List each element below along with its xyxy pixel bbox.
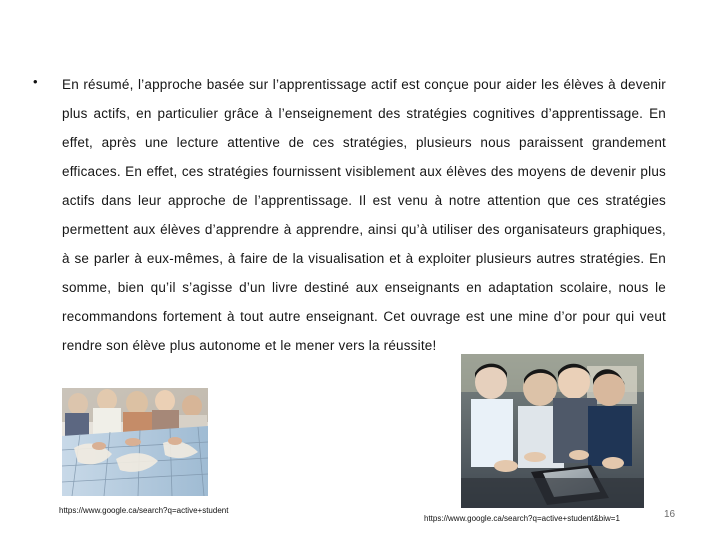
left-image-caption: https://www.google.ca/search?q=active+student [59, 506, 229, 515]
students-map-photo [62, 388, 208, 496]
page-number: 16 [664, 509, 676, 520]
bullet-marker: • [33, 74, 38, 89]
summary-paragraph: En résumé, l’approche basée sur l’apprentissage actif est conçue pour aider les élèves à devenir plus actifs, en particulier grâce à l’enseignement des stratégies cognitives d’apprentissage. En effet, après une lecture attentive de ces stratégies, plusieurs nous paraissent grandement efficaces. En effet, ces stratégies fournissent visiblement aux élèves des moyens de devenir plus actifs dans leur approche de l’apprentissage. Il est venu à notre attention que ces stratégies permettent aux élèves d’apprendre à apprendre, ainsi qu’à utiliser des organisateurs graphiques, à se parler à eux-mêmes, à faire de la visualisation et à exploiter plusieurs autres stratégies. En somme, bien qu’il s’agisse d’un livre destiné aux enseignants en adaptation scolaire, nous le recommandons fortement à tout autre enseignant. Cet ouvrage est une mine d’or pour qui veut rendre son élève plus autonome et le mener vers la réussite! [62, 77, 666, 353]
students-laptop-photo [461, 354, 644, 508]
right-image-caption: https://www.google.ca/search?q=active+student&biw=1 [424, 514, 620, 523]
